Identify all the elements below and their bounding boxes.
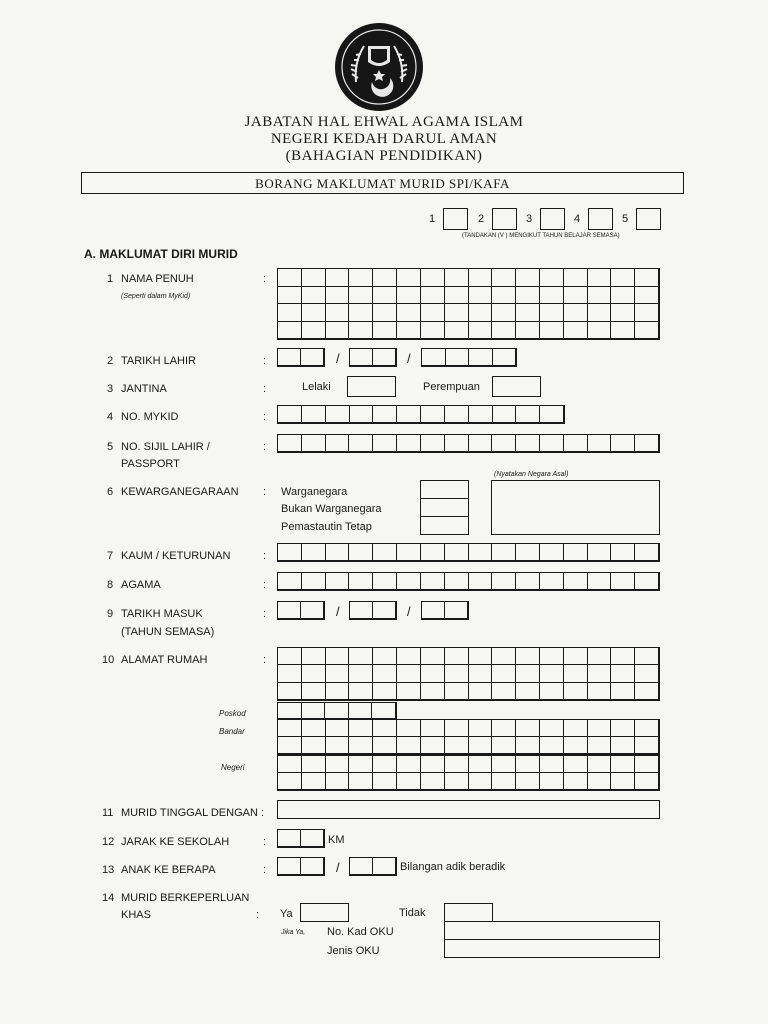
tarikh-masuk-label: TARIKH MASUK bbox=[121, 608, 203, 620]
nama-penuh-grid[interactable] bbox=[277, 268, 660, 340]
year-2-label: 2 bbox=[478, 213, 485, 225]
agama-label: AGAMA bbox=[121, 579, 161, 591]
jenis-oku-label: Jenis OKU bbox=[327, 945, 380, 957]
colon: : bbox=[263, 355, 267, 367]
field-8-number: 8 bbox=[107, 579, 114, 591]
colon: : bbox=[263, 486, 267, 498]
year-note: (TANDAKAN (V ) MENGIKUT TAHUN BELAJAR SEMASA) bbox=[462, 233, 620, 239]
year-5-label: 5 bbox=[622, 213, 629, 225]
colon: : bbox=[263, 608, 267, 620]
nama-penuh-label: NAMA PENUH bbox=[121, 273, 194, 285]
sijil-lahir-boxes[interactable] bbox=[277, 434, 660, 453]
field-5-number: 5 bbox=[107, 441, 114, 453]
colon: : bbox=[263, 550, 267, 562]
negeri-grid[interactable] bbox=[277, 755, 660, 791]
bilangan-adik-label: Bilangan adik beradik bbox=[400, 861, 506, 873]
masuk-month-boxes[interactable] bbox=[349, 601, 397, 620]
year-4-checkbox[interactable] bbox=[588, 208, 613, 230]
bandar-label: Bandar bbox=[219, 727, 245, 736]
state-crest-logo bbox=[334, 22, 424, 112]
tinggal-dengan-field[interactable] bbox=[277, 800, 660, 819]
negara-asal-box[interactable] bbox=[491, 480, 660, 535]
bilangan-adik-boxes[interactable] bbox=[349, 857, 397, 876]
masuk-year-boxes[interactable] bbox=[421, 601, 469, 620]
tahun-semasa-label: (TAHUN SEMASA) bbox=[121, 626, 215, 638]
separator: / bbox=[336, 860, 340, 875]
ya-checkbox[interactable] bbox=[300, 903, 349, 922]
tarikh-lahir-label: TARIKH LAHIR bbox=[121, 355, 196, 367]
bukan-warganegara-label: Bukan Warganegara bbox=[281, 503, 382, 515]
division-name: (BAHAGIAN PENDIDIKAN) bbox=[285, 148, 483, 164]
agama-boxes[interactable] bbox=[277, 572, 660, 591]
jenis-oku-field[interactable] bbox=[444, 939, 660, 958]
masuk-day-boxes[interactable] bbox=[277, 601, 325, 620]
bandar-grid[interactable] bbox=[277, 719, 660, 755]
kad-oku-label: No. Kad OKU bbox=[327, 926, 394, 938]
kaum-boxes[interactable] bbox=[277, 543, 660, 562]
kaum-label: KAUM / KETURUNAN bbox=[121, 550, 231, 562]
alamat-rumah-label: ALAMAT RUMAH bbox=[121, 654, 208, 666]
date-separator: / bbox=[336, 604, 340, 619]
alamat-grid[interactable] bbox=[277, 647, 660, 701]
pemastautin-tetap-label: Pemastautin Tetap bbox=[281, 521, 372, 533]
ya-label: Ya bbox=[280, 908, 293, 920]
birth-year-boxes[interactable] bbox=[421, 348, 517, 367]
field-10-number: 10 bbox=[102, 654, 115, 666]
form-title: BORANG MAKLUMAT MURID SPI/KAFA bbox=[255, 176, 510, 191]
state-name: NEGERI KEDAH DARUL AMAN bbox=[270, 131, 498, 147]
colon: : bbox=[263, 864, 267, 876]
lelaki-label: Lelaki bbox=[302, 381, 331, 393]
year-1-checkbox[interactable] bbox=[443, 208, 468, 230]
section-a-title: A. MAKLUMAT DIRI MURID bbox=[84, 247, 238, 261]
field-1-number: 1 bbox=[107, 273, 114, 285]
year-3-checkbox[interactable] bbox=[540, 208, 565, 230]
jika-ya-label: Jika Ya, bbox=[281, 929, 306, 936]
year-1-label: 1 bbox=[429, 213, 436, 225]
jarak-label: JARAK KE SEKOLAH bbox=[121, 836, 230, 848]
colon: : bbox=[263, 411, 267, 423]
khas-label: KHAS bbox=[121, 909, 151, 921]
colon: : bbox=[263, 579, 267, 591]
passport-label: PASSPORT bbox=[121, 458, 180, 470]
warganegara-label: Warganegara bbox=[281, 486, 348, 498]
perempuan-checkbox[interactable] bbox=[492, 376, 541, 397]
colon: : bbox=[263, 383, 267, 395]
kad-oku-field[interactable] bbox=[444, 921, 660, 940]
field-4-number: 4 bbox=[107, 411, 114, 423]
negeri-label: Negeri bbox=[221, 763, 245, 772]
sijil-lahir-label: NO. SIJIL LAHIR / bbox=[121, 441, 210, 453]
field-3-number: 3 bbox=[107, 383, 114, 395]
field-14-number: 14 bbox=[102, 892, 115, 904]
pemastautin-tetap-checkbox[interactable] bbox=[420, 516, 469, 535]
bukan-warganegara-checkbox[interactable] bbox=[420, 498, 469, 517]
year-3-label: 3 bbox=[526, 213, 533, 225]
field-6-number: 6 bbox=[107, 486, 114, 498]
colon: : bbox=[263, 441, 267, 453]
negara-asal-note: (Nyatakan Negara Asal) bbox=[494, 471, 569, 478]
field-13-number: 13 bbox=[102, 864, 115, 876]
jarak-boxes[interactable] bbox=[277, 829, 325, 848]
anak-ke-berapa-label: ANAK KE BERAPA bbox=[121, 864, 216, 876]
year-4-label: 4 bbox=[574, 213, 581, 225]
field-12-number: 12 bbox=[102, 836, 115, 848]
mykid-boxes[interactable] bbox=[277, 405, 565, 424]
field-7-number: 7 bbox=[107, 550, 114, 562]
tinggal-dengan-label: MURID TINGGAL DENGAN : bbox=[121, 807, 265, 819]
date-separator: / bbox=[407, 604, 411, 619]
berkeperluan-khas-label: MURID BERKEPERLUAN bbox=[121, 892, 250, 904]
tidak-checkbox[interactable] bbox=[444, 903, 493, 922]
colon: : bbox=[263, 836, 267, 848]
colon: : bbox=[263, 654, 267, 666]
jantina-label: JANTINA bbox=[121, 383, 167, 395]
anak-ke-boxes[interactable] bbox=[277, 857, 325, 876]
field-9-number: 9 bbox=[107, 608, 114, 620]
nama-penuh-hint: (Seperti dalam MyKid) bbox=[121, 293, 191, 300]
kewarganegaraan-label: KEWARGANEGARAAN bbox=[121, 486, 239, 498]
birth-day-boxes[interactable] bbox=[277, 348, 325, 367]
year-5-checkbox[interactable] bbox=[636, 208, 661, 230]
field-11-number: 11 bbox=[102, 807, 114, 819]
colon: : bbox=[263, 273, 267, 285]
poskod-boxes[interactable] bbox=[277, 702, 397, 720]
date-separator: / bbox=[407, 351, 411, 366]
poskod-label: Poskod bbox=[219, 709, 246, 718]
mykid-label: NO. MYKID bbox=[121, 411, 179, 423]
warganegara-checkbox[interactable] bbox=[420, 480, 469, 499]
lelaki-checkbox[interactable] bbox=[347, 376, 396, 397]
date-separator: / bbox=[336, 351, 340, 366]
department-name: JABATAN HAL EHWAL AGAMA ISLAM bbox=[244, 114, 524, 130]
birth-month-boxes[interactable] bbox=[349, 348, 397, 367]
colon: : bbox=[256, 909, 260, 921]
km-unit: KM bbox=[328, 834, 345, 846]
perempuan-label: Perempuan bbox=[423, 381, 480, 393]
tidak-label: Tidak bbox=[399, 907, 426, 919]
year-2-checkbox[interactable] bbox=[492, 208, 517, 230]
field-2-number: 2 bbox=[107, 355, 114, 367]
